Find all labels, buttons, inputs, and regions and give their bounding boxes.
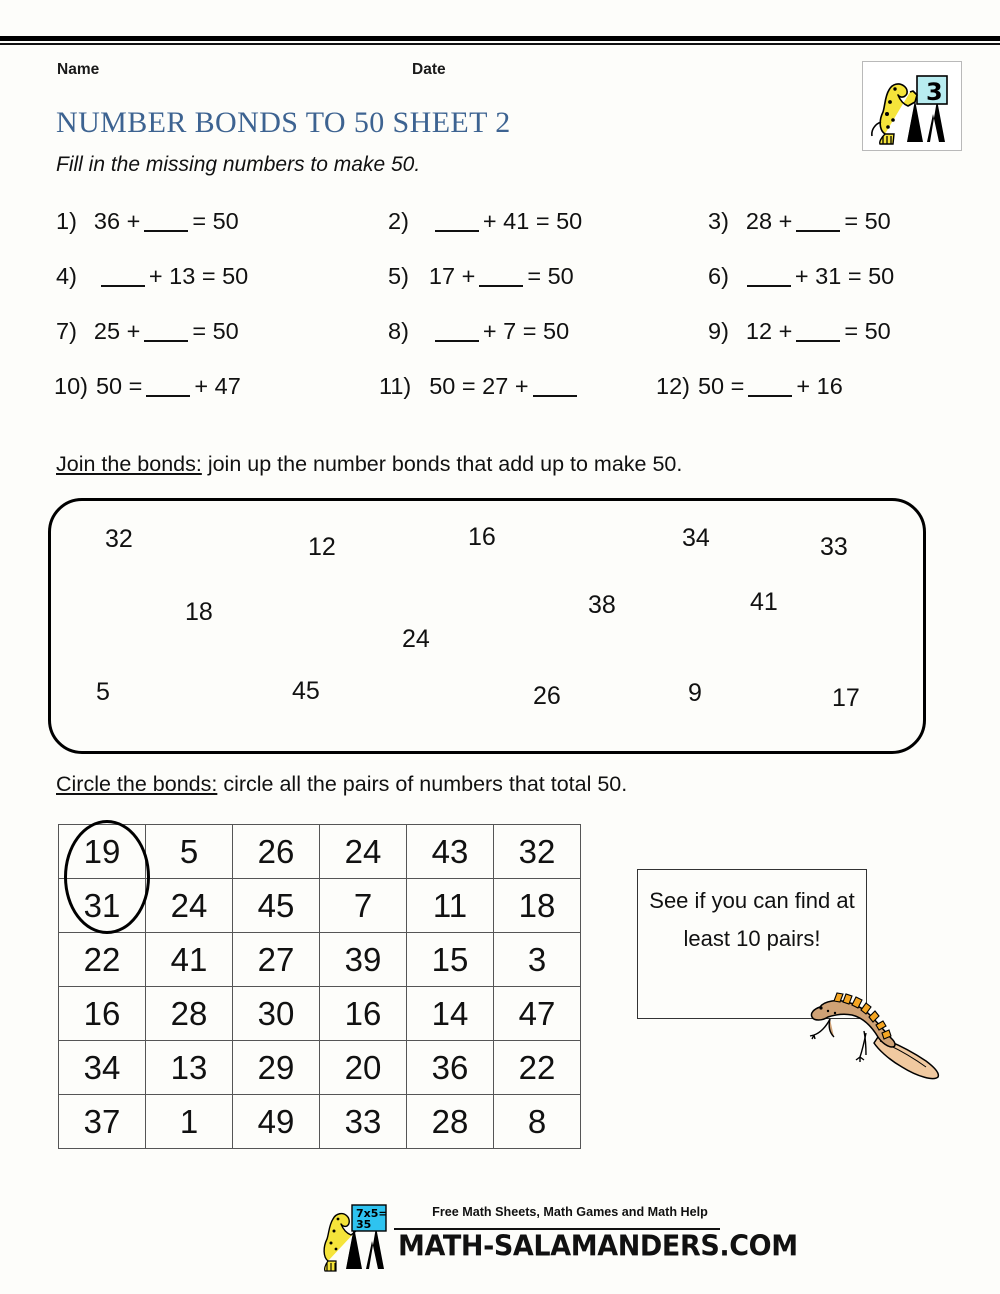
answer-blank[interactable] <box>144 323 188 342</box>
bond-number[interactable]: 17 <box>832 684 860 712</box>
bond-number[interactable]: 45 <box>292 677 320 705</box>
circle-bonds-lead: Circle the bonds: <box>56 772 218 796</box>
number-grid-table[interactable] <box>58 824 581 1149</box>
bond-number[interactable]: 41 <box>750 588 778 616</box>
answer-blank[interactable] <box>146 378 190 397</box>
answer-blank[interactable] <box>144 213 188 232</box>
equation-9: 9) 12 + = 50 <box>708 318 891 344</box>
footer-logo-equation-top: 7x5= <box>356 1207 388 1220</box>
grid-cell[interactable]: 49 <box>233 1095 320 1149</box>
salamander-level-logo-icon <box>863 62 959 148</box>
equation-11: 11) 50 = 27 + <box>379 373 581 400</box>
grid-cell[interactable]: 43 <box>407 825 494 879</box>
answer-blank[interactable] <box>748 378 792 397</box>
join-bonds-lead: Join the bonds: <box>56 452 202 476</box>
salamander-illustration <box>808 975 948 1085</box>
answer-blank[interactable] <box>435 213 479 232</box>
equation-row <box>56 208 916 263</box>
grid-cell[interactable]: 28 <box>146 987 233 1041</box>
equation-10: 10) 50 = + 47 <box>54 373 241 399</box>
grid-cell[interactable]: 31 <box>59 879 146 933</box>
grid-cell[interactable]: 7 <box>320 879 407 933</box>
date-label: Date <box>412 61 446 78</box>
table-row <box>59 879 581 933</box>
grid-cell[interactable]: 29 <box>233 1041 320 1095</box>
grid-cell[interactable]: 45 <box>233 879 320 933</box>
grid-cell[interactable]: 30 <box>233 987 320 1041</box>
footer-url[interactable]: MATH-SALAMANDERS.COM <box>398 1230 798 1263</box>
hint-note-text: See if you can find at least 10 pairs! <box>649 888 855 951</box>
circle-bonds-text: circle all the pairs of numbers that total 50. <box>217 772 628 796</box>
grid-cell[interactable]: 14 <box>407 987 494 1041</box>
grid-cell[interactable]: 8 <box>494 1095 581 1149</box>
table-row <box>59 933 581 987</box>
grid-cell[interactable]: 32 <box>494 825 581 879</box>
grid-cell[interactable]: 39 <box>320 933 407 987</box>
grid-cell[interactable]: 41 <box>146 933 233 987</box>
name-label: Name <box>57 61 100 78</box>
grid-cell[interactable]: 1 <box>146 1095 233 1149</box>
grid-cell[interactable]: 11 <box>407 879 494 933</box>
answer-blank[interactable] <box>435 323 479 342</box>
equations-grid <box>56 208 916 428</box>
table-row <box>59 825 581 879</box>
page-title: NUMBER BONDS TO 50 SHEET 2 <box>56 106 511 139</box>
equation-8: 8) + 7 = 50 <box>388 318 570 344</box>
grid-cell[interactable]: 24 <box>320 825 407 879</box>
equation-row <box>56 373 916 428</box>
grid-cell[interactable]: 13 <box>146 1041 233 1095</box>
top-rule <box>0 36 1000 41</box>
footer <box>310 1195 798 1275</box>
top-rule-secondary <box>0 43 1000 45</box>
grid-cell[interactable]: 28 <box>407 1095 494 1149</box>
join-bonds-instruction <box>56 452 682 477</box>
answer-blank[interactable] <box>796 213 840 232</box>
bond-number[interactable]: 32 <box>105 525 133 553</box>
bond-number[interactable]: 34 <box>682 524 710 552</box>
equation-3: 3) 28 + = 50 <box>708 208 891 234</box>
logo-level-number: 3 <box>926 78 943 106</box>
grid-cell[interactable]: 5 <box>146 825 233 879</box>
bond-number[interactable]: 5 <box>96 678 110 706</box>
bond-number[interactable]: 24 <box>402 625 430 653</box>
salamander-icon <box>808 975 948 1085</box>
grid-cell[interactable]: 47 <box>494 987 581 1041</box>
grid-cell[interactable]: 34 <box>59 1041 146 1095</box>
equation-4: 4) + 13 = 50 <box>56 263 249 289</box>
table-row <box>59 1095 581 1149</box>
circle-bonds-instruction <box>56 772 627 797</box>
grid-cell[interactable]: 16 <box>320 987 407 1041</box>
bond-number[interactable]: 26 <box>533 682 561 710</box>
answer-blank[interactable] <box>101 268 145 287</box>
equation-2: 2) + 41 = 50 <box>388 208 583 234</box>
bond-number[interactable]: 9 <box>688 679 702 707</box>
grid-cell[interactable]: 22 <box>59 933 146 987</box>
bond-number[interactable]: 38 <box>588 591 616 619</box>
equation-row <box>56 263 916 318</box>
answer-blank[interactable] <box>533 378 577 397</box>
grid-cell[interactable]: 27 <box>233 933 320 987</box>
bond-number[interactable]: 33 <box>820 533 848 561</box>
equation-12: 12) 50 = + 16 <box>656 373 843 399</box>
grid-cell[interactable]: 26 <box>233 825 320 879</box>
answer-blank[interactable] <box>479 268 523 287</box>
grid-cell[interactable]: 24 <box>146 879 233 933</box>
grid-cell[interactable]: 20 <box>320 1041 407 1095</box>
footer-tagline: Free Math Sheets, Math Games and Math Help <box>432 1205 708 1219</box>
table-row <box>59 1041 581 1095</box>
grid-cell[interactable]: 18 <box>494 879 581 933</box>
grid-cell[interactable]: 22 <box>494 1041 581 1095</box>
grid-cell[interactable]: 19 <box>59 825 146 879</box>
grid-cell[interactable]: 16 <box>59 987 146 1041</box>
footer-salamander-logo-icon <box>316 1199 400 1273</box>
answer-blank[interactable] <box>796 323 840 342</box>
bond-number[interactable]: 18 <box>185 598 213 626</box>
equation-5: 5) 17 + = 50 <box>388 263 574 289</box>
grid-cell[interactable]: 33 <box>320 1095 407 1149</box>
equation-1: 1) 36 + = 50 <box>56 208 239 234</box>
page-subtitle: Fill in the missing numbers to make 50. <box>56 153 421 176</box>
footer-logo-equation-bottom: 35 <box>356 1218 372 1231</box>
grid-cell[interactable]: 36 <box>407 1041 494 1095</box>
bond-number[interactable]: 16 <box>468 523 496 551</box>
grid-cell[interactable]: 37 <box>59 1095 146 1149</box>
equation-row <box>56 318 916 373</box>
header-logo-box <box>862 61 962 151</box>
equation-7: 7) 25 + = 50 <box>56 318 239 344</box>
grid-cell[interactable]: 3 <box>494 933 581 987</box>
grid-cell[interactable]: 15 <box>407 933 494 987</box>
answer-blank[interactable] <box>747 268 791 287</box>
join-bonds-text: join up the number bonds that add up to make 50. <box>201 452 683 476</box>
table-row <box>59 987 581 1041</box>
bond-number[interactable]: 12 <box>308 533 336 561</box>
equation-6: 6) + 31 = 50 <box>708 263 895 289</box>
